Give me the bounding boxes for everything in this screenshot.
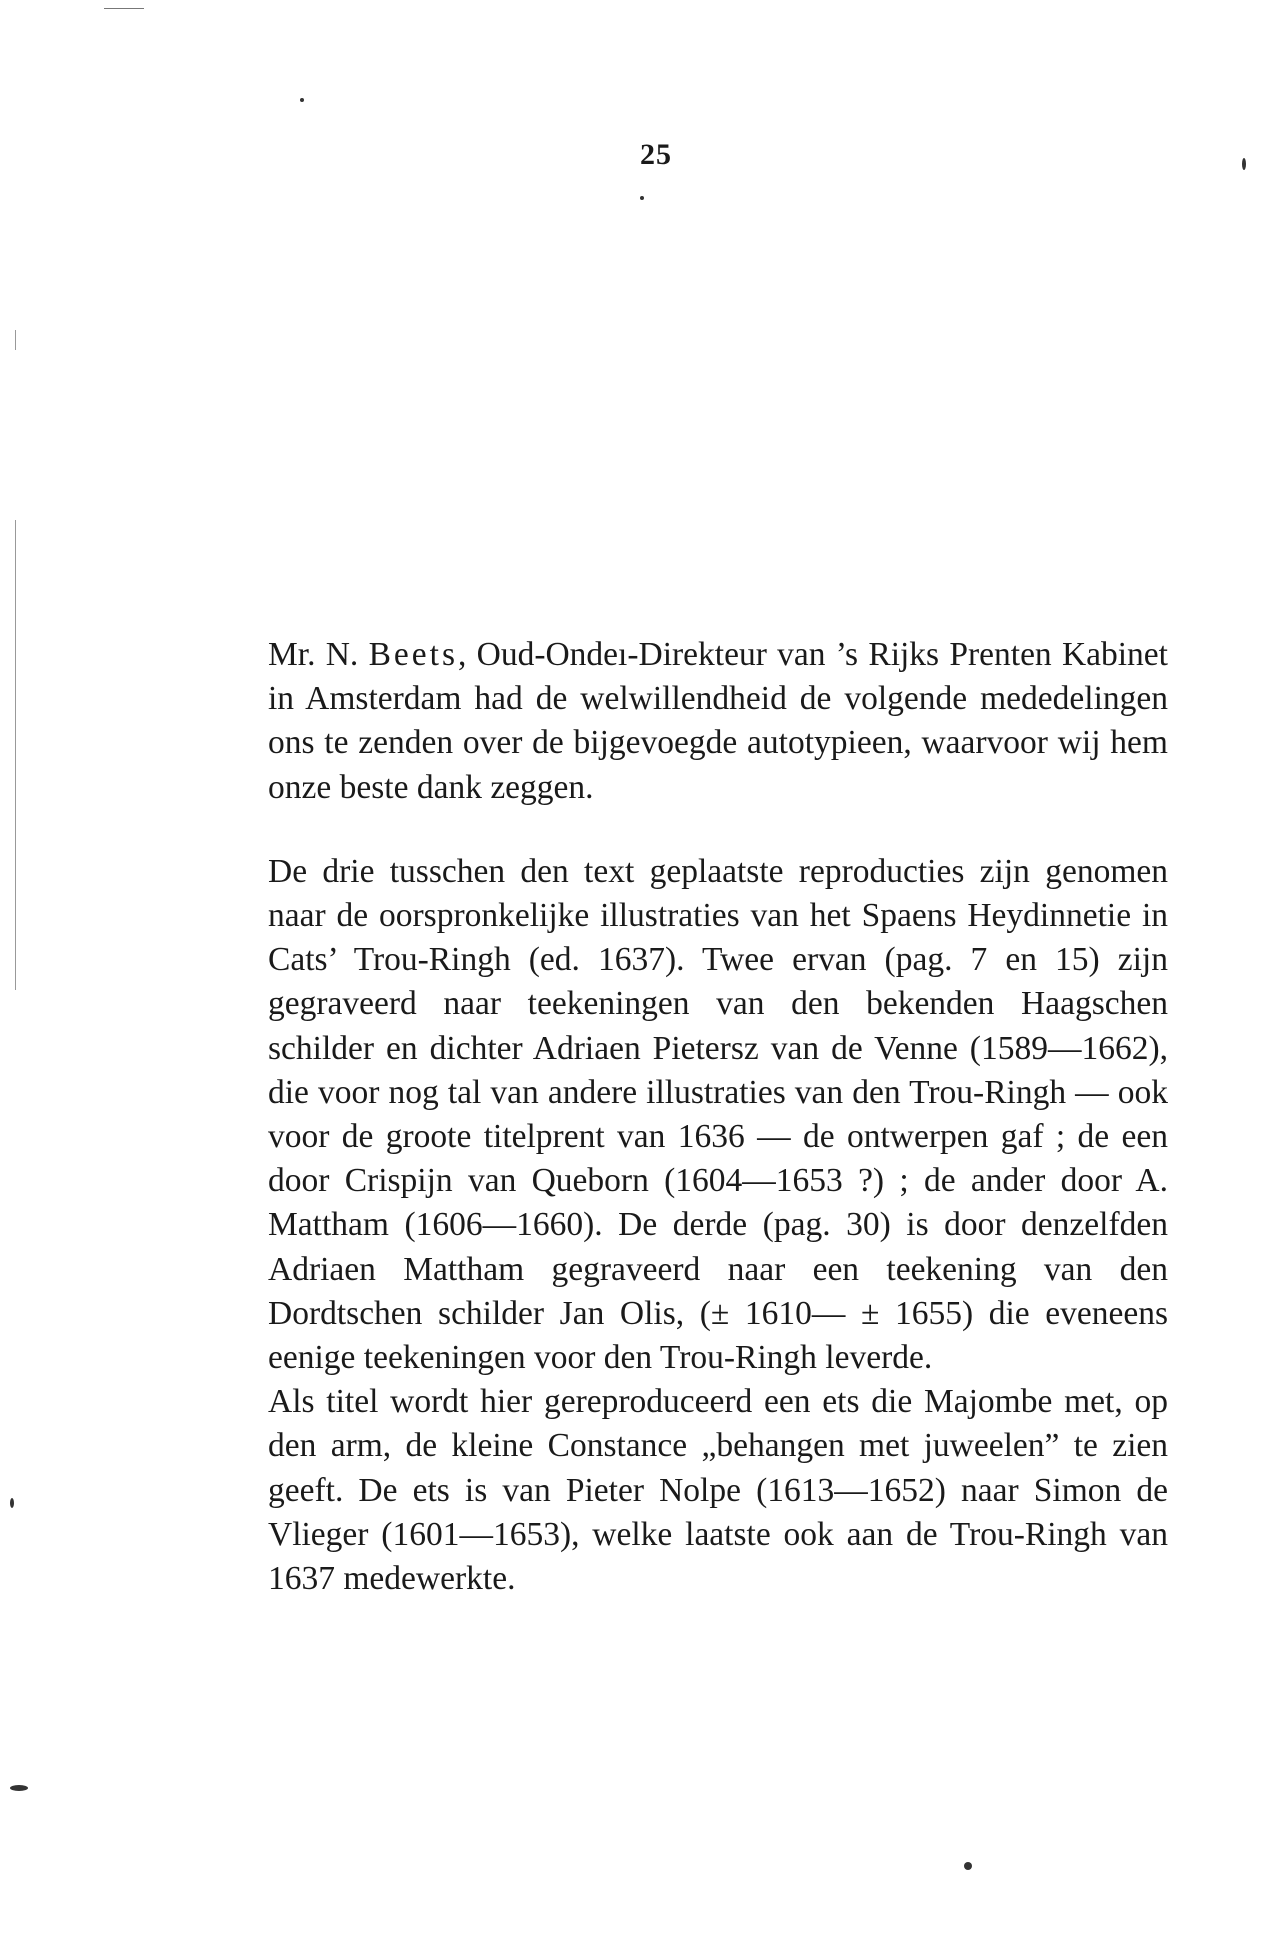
paragraph-intro-text: , Oud-Ondeı-Direkteur van ’s Rijks Prenten Kabinet in Amsterdam had de welwillendheid de volgende mededelingen ons te zenden over de bijgevoegde autotypieen, waarvoor wij hem onze beste dank zeggen. xyxy=(268,636,1168,806)
scan-edge-line xyxy=(15,520,16,990)
paragraph-reproductions: De drie tusschen den text geplaatste reproducties zijn genomen naar de oorspronkelijke illustraties van het Spaens Heydinnetie in Cats’ Trou-Ringh (ed. 1637). Twee ervan (pag. 7 en 15) zijn gegraveerd naar teekeningen van den bekenden Haagschen schilder en dichter Adriaen Pietersz van de Venne (1589—1662), die voor nog tal van andere illustraties van den Trou-Ringh — ook voor de groote titelprent van 1636 — de ontwerpen gaf ; de een door Crispijn van Queborn (1604—1653 ?) ; de ander door A. Mattham (1606—1660). De derde (pag. 30) is door denzelfden Adriaen Mattham gegraveerd naar een teekening van den Dordtschen schilder Jan Olis, (± 1610— ± 1655) die eveneens eenige teekeningen voor den Trou-Ringh leverde. xyxy=(268,852,1168,1377)
scan-speck xyxy=(964,1862,972,1870)
paragraph-title-etching: Als titel wordt hier gereproduceerd een ets die Majombe met, op den arm, de kleine Constance „behangen met juweelen” te zien geeft. De ets is van Pieter Nolpe (1613—1652) naar Simon de Vlieger (1601—1653), welke laatste ook aan de Trou-Ringh van 1637 medewerkte. xyxy=(268,1383,1168,1598)
author-name: Beets xyxy=(368,636,458,673)
scan-rule-artifact xyxy=(104,8,144,9)
scan-speck xyxy=(640,196,644,200)
scan-speck xyxy=(300,98,304,102)
scan-speck xyxy=(10,1498,14,1508)
scan-edge-mark xyxy=(15,330,16,350)
scan-speck xyxy=(10,1785,28,1791)
page-number: 25 xyxy=(640,138,672,171)
paragraph-intro-lead: Mr. N. xyxy=(268,636,369,673)
paragraph-intro xyxy=(268,633,1168,810)
scan-speck xyxy=(1242,158,1246,170)
body-text xyxy=(268,633,1168,1601)
